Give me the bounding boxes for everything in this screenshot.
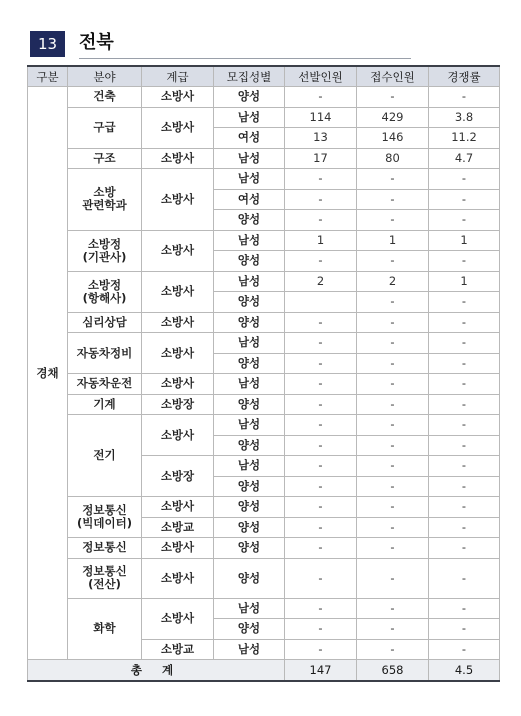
applicants-cell: -	[357, 476, 429, 497]
ratio-cell: -	[429, 353, 500, 374]
rank-cell: 소방교	[142, 517, 214, 538]
ratio-cell: -	[429, 210, 500, 231]
applicants-cell: -	[357, 312, 429, 333]
selected-cell: 1	[285, 230, 357, 251]
ratio-cell: 1	[429, 230, 500, 251]
applicants-cell: -	[357, 210, 429, 231]
total-ratio: 4.5	[429, 660, 500, 682]
rank-cell: 소방사	[142, 230, 214, 271]
field-cell: 소방 관련학과	[68, 169, 142, 231]
selected-cell: 17	[285, 148, 357, 169]
field-cell: 자동차운전	[68, 374, 142, 395]
field-cell: 자동차정비	[68, 333, 142, 374]
selected-cell: -	[285, 415, 357, 436]
rank-cell: 소방장	[142, 394, 214, 415]
selected-cell: -	[285, 497, 357, 518]
rank-cell: 소방사	[142, 497, 214, 518]
ratio-cell: -	[429, 517, 500, 538]
applicants-cell: -	[357, 517, 429, 538]
applicants-cell: -	[357, 169, 429, 190]
selected-cell: -	[285, 394, 357, 415]
table-row	[28, 374, 500, 395]
applicants-cell: -	[357, 292, 429, 313]
rank-cell: 소방사	[142, 538, 214, 559]
rank-cell: 소방사	[142, 169, 214, 231]
field-cell: 구급	[68, 107, 142, 148]
applicants-cell: -	[357, 87, 429, 108]
selected-cell: -	[285, 333, 357, 354]
col-header-applicants: 접수인원	[357, 66, 429, 87]
applicants-cell: -	[357, 333, 429, 354]
selected-cell: -	[285, 598, 357, 619]
rank-cell: 소방사	[142, 558, 214, 598]
ratio-cell: -	[429, 456, 500, 477]
applicants-cell: -	[357, 353, 429, 374]
applicants-cell: -	[357, 251, 429, 272]
selected-cell: -	[285, 619, 357, 640]
gender-cell: 양성	[214, 435, 285, 456]
table-row	[28, 148, 500, 169]
selected-cell: 2	[285, 271, 357, 292]
rank-cell: 소방사	[142, 312, 214, 333]
table-row	[28, 107, 500, 128]
rank-cell: 소방사	[142, 87, 214, 108]
selected-cell	[285, 292, 357, 313]
rank-cell: 소방사	[142, 374, 214, 395]
rank-cell: 소방사	[142, 148, 214, 169]
applicants-cell: -	[357, 619, 429, 640]
applicants-cell: -	[357, 598, 429, 619]
field-cell: 화학	[68, 598, 142, 660]
field-cell: 정보통신	[68, 538, 142, 559]
col-header-field: 분야	[68, 66, 142, 87]
gender-cell: 양성	[214, 538, 285, 559]
gender-cell: 양성	[214, 517, 285, 538]
selected-cell: -	[285, 435, 357, 456]
selected-cell: -	[285, 251, 357, 272]
gender-cell: 여성	[214, 128, 285, 149]
field-cell: 건축	[68, 87, 142, 108]
col-header-rank: 계급	[142, 66, 214, 87]
gender-cell: 남성	[214, 456, 285, 477]
rank-cell: 소방장	[142, 456, 214, 497]
selected-cell: -	[285, 538, 357, 559]
selected-cell: -	[285, 456, 357, 477]
field-cell: 전기	[68, 415, 142, 497]
gender-cell: 양성	[214, 292, 285, 313]
table-header-row	[28, 66, 500, 87]
applicants-cell: -	[357, 497, 429, 518]
gender-cell: 양성	[214, 312, 285, 333]
applicants-cell: -	[357, 538, 429, 559]
table-row	[28, 538, 500, 559]
total-selected: 147	[285, 660, 357, 682]
gender-cell: 양성	[214, 210, 285, 231]
gender-cell: 남성	[214, 598, 285, 619]
gender-cell: 남성	[214, 107, 285, 128]
selected-cell: -	[285, 312, 357, 333]
gender-cell: 남성	[214, 230, 285, 251]
ratio-cell: -	[429, 435, 500, 456]
table-row	[28, 558, 500, 598]
applicants-cell: -	[357, 374, 429, 395]
applicants-cell: -	[357, 189, 429, 210]
gender-cell: 양성	[214, 251, 285, 272]
selected-cell: 114	[285, 107, 357, 128]
rank-cell: 소방사	[142, 415, 214, 456]
gender-cell: 양성	[214, 497, 285, 518]
selected-cell: -	[285, 210, 357, 231]
ratio-cell: -	[429, 169, 500, 190]
gender-cell: 남성	[214, 148, 285, 169]
gender-cell: 남성	[214, 169, 285, 190]
gender-cell: 남성	[214, 639, 285, 660]
ratio-cell: -	[429, 497, 500, 518]
selected-cell: -	[285, 639, 357, 660]
applicants-cell: -	[357, 415, 429, 436]
ratio-cell: -	[429, 619, 500, 640]
applicants-cell: -	[357, 456, 429, 477]
ratio-cell: -	[429, 87, 500, 108]
page-title: 전북	[79, 32, 114, 53]
ratio-cell: -	[429, 476, 500, 497]
selected-cell: 13	[285, 128, 357, 149]
group-cell: 경채	[28, 87, 68, 660]
rank-cell: 소방사	[142, 333, 214, 374]
gender-cell: 양성	[214, 619, 285, 640]
total-applicants: 658	[357, 660, 429, 682]
ratio-cell: -	[429, 189, 500, 210]
applicants-cell: 80	[357, 148, 429, 169]
gender-cell: 남성	[214, 271, 285, 292]
rank-cell: 소방교	[142, 639, 214, 660]
ratio-cell: -	[429, 598, 500, 619]
field-cell: 정보통신 (빅데이터)	[68, 497, 142, 538]
ratio-cell: -	[429, 292, 500, 313]
ratio-cell: -	[429, 251, 500, 272]
col-header-ratio: 경쟁률	[429, 66, 500, 87]
ratio-cell: -	[429, 558, 500, 598]
selected-cell: -	[285, 476, 357, 497]
ratio-cell: -	[429, 312, 500, 333]
table-row	[28, 415, 500, 436]
table-row	[28, 497, 500, 518]
table-row	[28, 87, 500, 108]
total-row	[28, 660, 500, 682]
rank-cell: 소방사	[142, 107, 214, 148]
gender-cell: 양성	[214, 87, 285, 108]
title-divider	[79, 58, 411, 59]
applicants-cell: 146	[357, 128, 429, 149]
ratio-cell: 11.2	[429, 128, 500, 149]
ratio-cell: 1	[429, 271, 500, 292]
selected-cell: -	[285, 189, 357, 210]
field-cell: 소방정 (기관사)	[68, 230, 142, 271]
applicants-cell: -	[357, 435, 429, 456]
field-cell: 구조	[68, 148, 142, 169]
field-cell: 심리상담	[68, 312, 142, 333]
selected-cell: -	[285, 517, 357, 538]
gender-cell: 양성	[214, 476, 285, 497]
table-row	[28, 271, 500, 292]
ratio-cell: -	[429, 415, 500, 436]
field-cell: 소방정 (항해사)	[68, 271, 142, 312]
selected-cell: -	[285, 374, 357, 395]
table-row	[28, 169, 500, 190]
applicants-cell: 2	[357, 271, 429, 292]
gender-cell: 양성	[214, 353, 285, 374]
ratio-cell: -	[429, 639, 500, 660]
rank-cell: 소방사	[142, 271, 214, 312]
applicants-cell: -	[357, 394, 429, 415]
table-row	[28, 598, 500, 619]
ratio-cell: -	[429, 538, 500, 559]
selected-cell: -	[285, 353, 357, 374]
col-header-selected: 선발인원	[285, 66, 357, 87]
ratio-cell: 4.7	[429, 148, 500, 169]
table-row	[28, 230, 500, 251]
table-row	[28, 394, 500, 415]
ratio-cell: -	[429, 374, 500, 395]
recruitment-table	[27, 65, 500, 682]
ratio-cell: -	[429, 394, 500, 415]
section-number-badge: 13	[30, 31, 65, 57]
gender-cell: 여성	[214, 189, 285, 210]
col-header-category: 구분	[28, 66, 68, 87]
selected-cell: -	[285, 87, 357, 108]
applicants-cell: 1	[357, 230, 429, 251]
field-cell: 기계	[68, 394, 142, 415]
ratio-cell: 3.8	[429, 107, 500, 128]
gender-cell: 남성	[214, 415, 285, 436]
field-cell: 정보통신 (전산)	[68, 558, 142, 598]
gender-cell: 양성	[214, 558, 285, 598]
ratio-cell: -	[429, 333, 500, 354]
applicants-cell: 429	[357, 107, 429, 128]
table-row	[28, 333, 500, 354]
applicants-cell: -	[357, 639, 429, 660]
gender-cell: 남성	[214, 374, 285, 395]
total-label: 총 계	[28, 660, 285, 682]
rank-cell: 소방사	[142, 598, 214, 639]
gender-cell: 양성	[214, 394, 285, 415]
recruitment-table-container	[27, 65, 499, 682]
selected-cell: -	[285, 169, 357, 190]
table-row	[28, 312, 500, 333]
col-header-gender: 모집성별	[214, 66, 285, 87]
selected-cell: -	[285, 558, 357, 598]
applicants-cell: -	[357, 558, 429, 598]
gender-cell: 남성	[214, 333, 285, 354]
